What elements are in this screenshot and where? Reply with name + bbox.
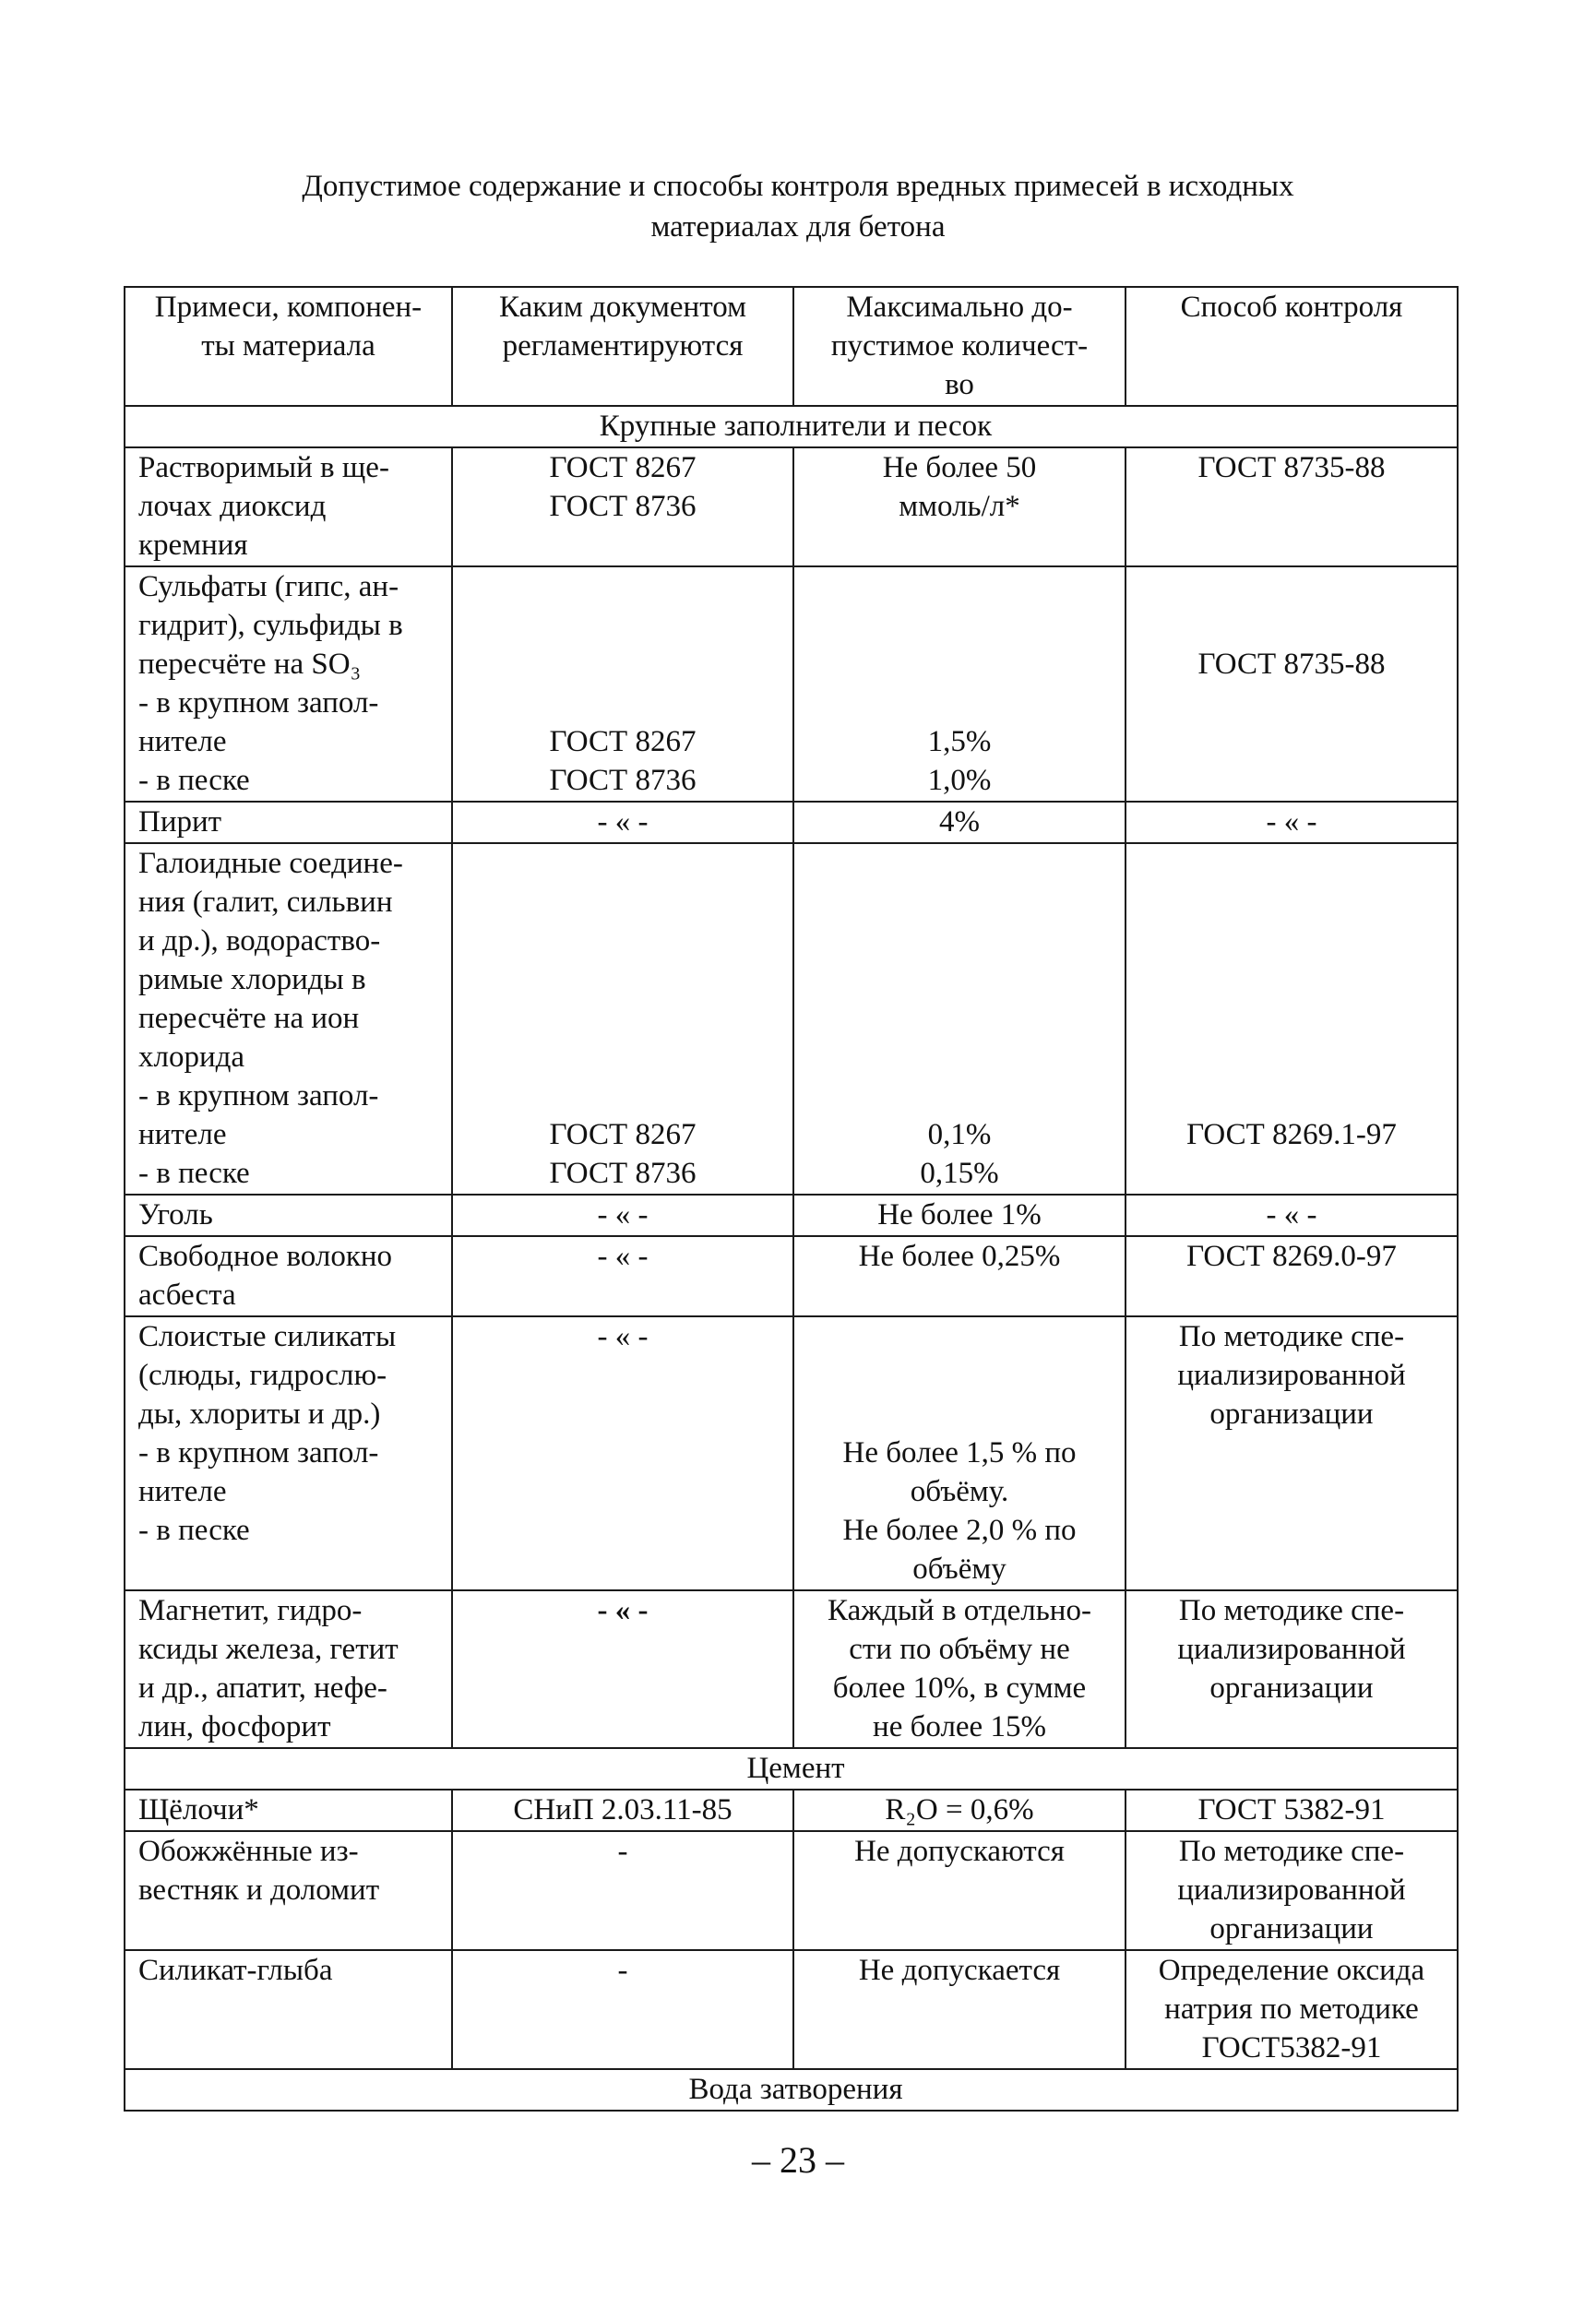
- header-regulating-document: Каким документом регламентируются: [452, 287, 793, 406]
- document-cell: - « -: [452, 1316, 793, 1590]
- section-cement: Цемент: [125, 1748, 1458, 1790]
- impurity-cell: Слоистые силикаты (слюды, гидрослю- ды, хлориты и др.) - в крупном запол- нителе - в песке: [125, 1316, 452, 1590]
- document-title: [185, 166, 1411, 247]
- impurities-table: [124, 286, 1459, 2112]
- table-row: [125, 1790, 1458, 1831]
- method-cell: ГОСТ 8735-88: [1126, 447, 1458, 566]
- table-row: [125, 802, 1458, 843]
- amount-cell: Не более 1%: [793, 1195, 1126, 1236]
- page-number: – 23 –: [752, 2139, 844, 2181]
- section-water: Вода затворения: [125, 2069, 1458, 2111]
- amount-cell: Каждый в отдельно- сти по объёму не более 10%, в сумме не более 15%: [793, 1590, 1126, 1748]
- document-cell: - « -: [452, 802, 793, 843]
- header-control-method: Способ контроля: [1126, 287, 1458, 406]
- impurity-cell: Магнетит, гидро- ксиды железа, гетит и др., апатит, нефе- лин, фосфорит: [125, 1590, 452, 1748]
- method-cell: ГОСТ 5382-91: [1126, 1790, 1458, 1831]
- impurity-cell: Пирит: [125, 802, 452, 843]
- amount-cell: Не более 0,25%: [793, 1236, 1126, 1316]
- document-cell: ГОСТ 8267 ГОСТ 8736: [452, 447, 793, 566]
- amount-cell: R₂O = 0,6%: [793, 1790, 1126, 1831]
- document-cell: - « -: [452, 1590, 793, 1748]
- document-cell: СНиП 2.03.11-85: [452, 1790, 793, 1831]
- impurity-cell: Щёлочи*: [125, 1790, 452, 1831]
- document-cell: -: [452, 1950, 793, 2069]
- table-row: [125, 566, 1458, 802]
- method-cell: Определение оксида натрия по методике ГОСТ5382-91: [1126, 1950, 1458, 2069]
- document-cell: - « -: [452, 1236, 793, 1316]
- impurity-cell: Галоидные соедине- ния (галит, сильвин и др.), водораство- римые хлориды в пересчёте на ион хлорида - в крупном запол- нителе - в песке: [125, 843, 452, 1195]
- table-row: [125, 843, 1458, 1195]
- section-row-water: [125, 2069, 1458, 2111]
- document-cell: - « -: [452, 1195, 793, 1236]
- table-row: [125, 1590, 1458, 1748]
- method-cell: ГОСТ 8269.0-97: [1126, 1236, 1458, 1316]
- document-cell: ГОСТ 8267 ГОСТ 8736: [452, 566, 793, 802]
- impurity-cell: Уголь: [125, 1195, 452, 1236]
- title-line-1: Допустимое содержание и способы контроля вредных примесей в исходных: [302, 170, 1294, 203]
- method-cell: По методике спе- циализированной организации: [1126, 1316, 1458, 1590]
- impurity-cell: Обожжённые из- вестняк и доломит: [125, 1831, 452, 1950]
- table-row: [125, 1950, 1458, 2069]
- table-row: [125, 1236, 1458, 1316]
- title-line-2: материалах для бетона: [650, 210, 946, 244]
- document-cell: ГОСТ 8267 ГОСТ 8736: [452, 843, 793, 1195]
- section-row-cement: [125, 1748, 1458, 1790]
- header-max-amount: Максимально до- пустимое количест- во: [793, 287, 1126, 406]
- table-row: [125, 1316, 1458, 1590]
- impurity-cell: Сульфаты (гипс, ан- гидрит), сульфиды в пересчёте на SO₃ - в крупном запол- нителе - в песке: [125, 566, 452, 802]
- method-cell: По методике спе- циализированной организации: [1126, 1831, 1458, 1950]
- method-cell: ГОСТ 8269.1-97: [1126, 843, 1458, 1195]
- amount-cell: Не более 1,5 % по объёму. Не более 2,0 % по объёму: [793, 1316, 1126, 1590]
- amount-cell: Не допускаются: [793, 1831, 1126, 1950]
- table-row: [125, 447, 1458, 566]
- amount-cell: Не допускается: [793, 1950, 1126, 2069]
- method-cell: - « -: [1126, 1195, 1458, 1236]
- section-aggregates: Крупные заполнители и песок: [125, 406, 1458, 447]
- impurity-cell: Свободное волокно асбеста: [125, 1236, 452, 1316]
- amount-cell: 4%: [793, 802, 1126, 843]
- method-cell: По методике спе- циализированной организации: [1126, 1590, 1458, 1748]
- table-row: [125, 1831, 1458, 1950]
- amount-cell: 1,5% 1,0%: [793, 566, 1126, 802]
- document-cell: -: [452, 1831, 793, 1950]
- table-row: [125, 1195, 1458, 1236]
- amount-cell: Не более 50 ммоль/л*: [793, 447, 1126, 566]
- section-row-aggregates: [125, 406, 1458, 447]
- header-row: [125, 287, 1458, 406]
- header-impurities: Примеси, компонен- ты материала: [125, 287, 452, 406]
- method-cell: ГОСТ 8735-88: [1126, 566, 1458, 802]
- amount-cell: 0,1% 0,15%: [793, 843, 1126, 1195]
- impurity-cell: Растворимый в ще- лочах диоксид кремния: [125, 447, 452, 566]
- method-cell: - « -: [1126, 802, 1458, 843]
- impurity-cell: Силикат-глыба: [125, 1950, 452, 2069]
